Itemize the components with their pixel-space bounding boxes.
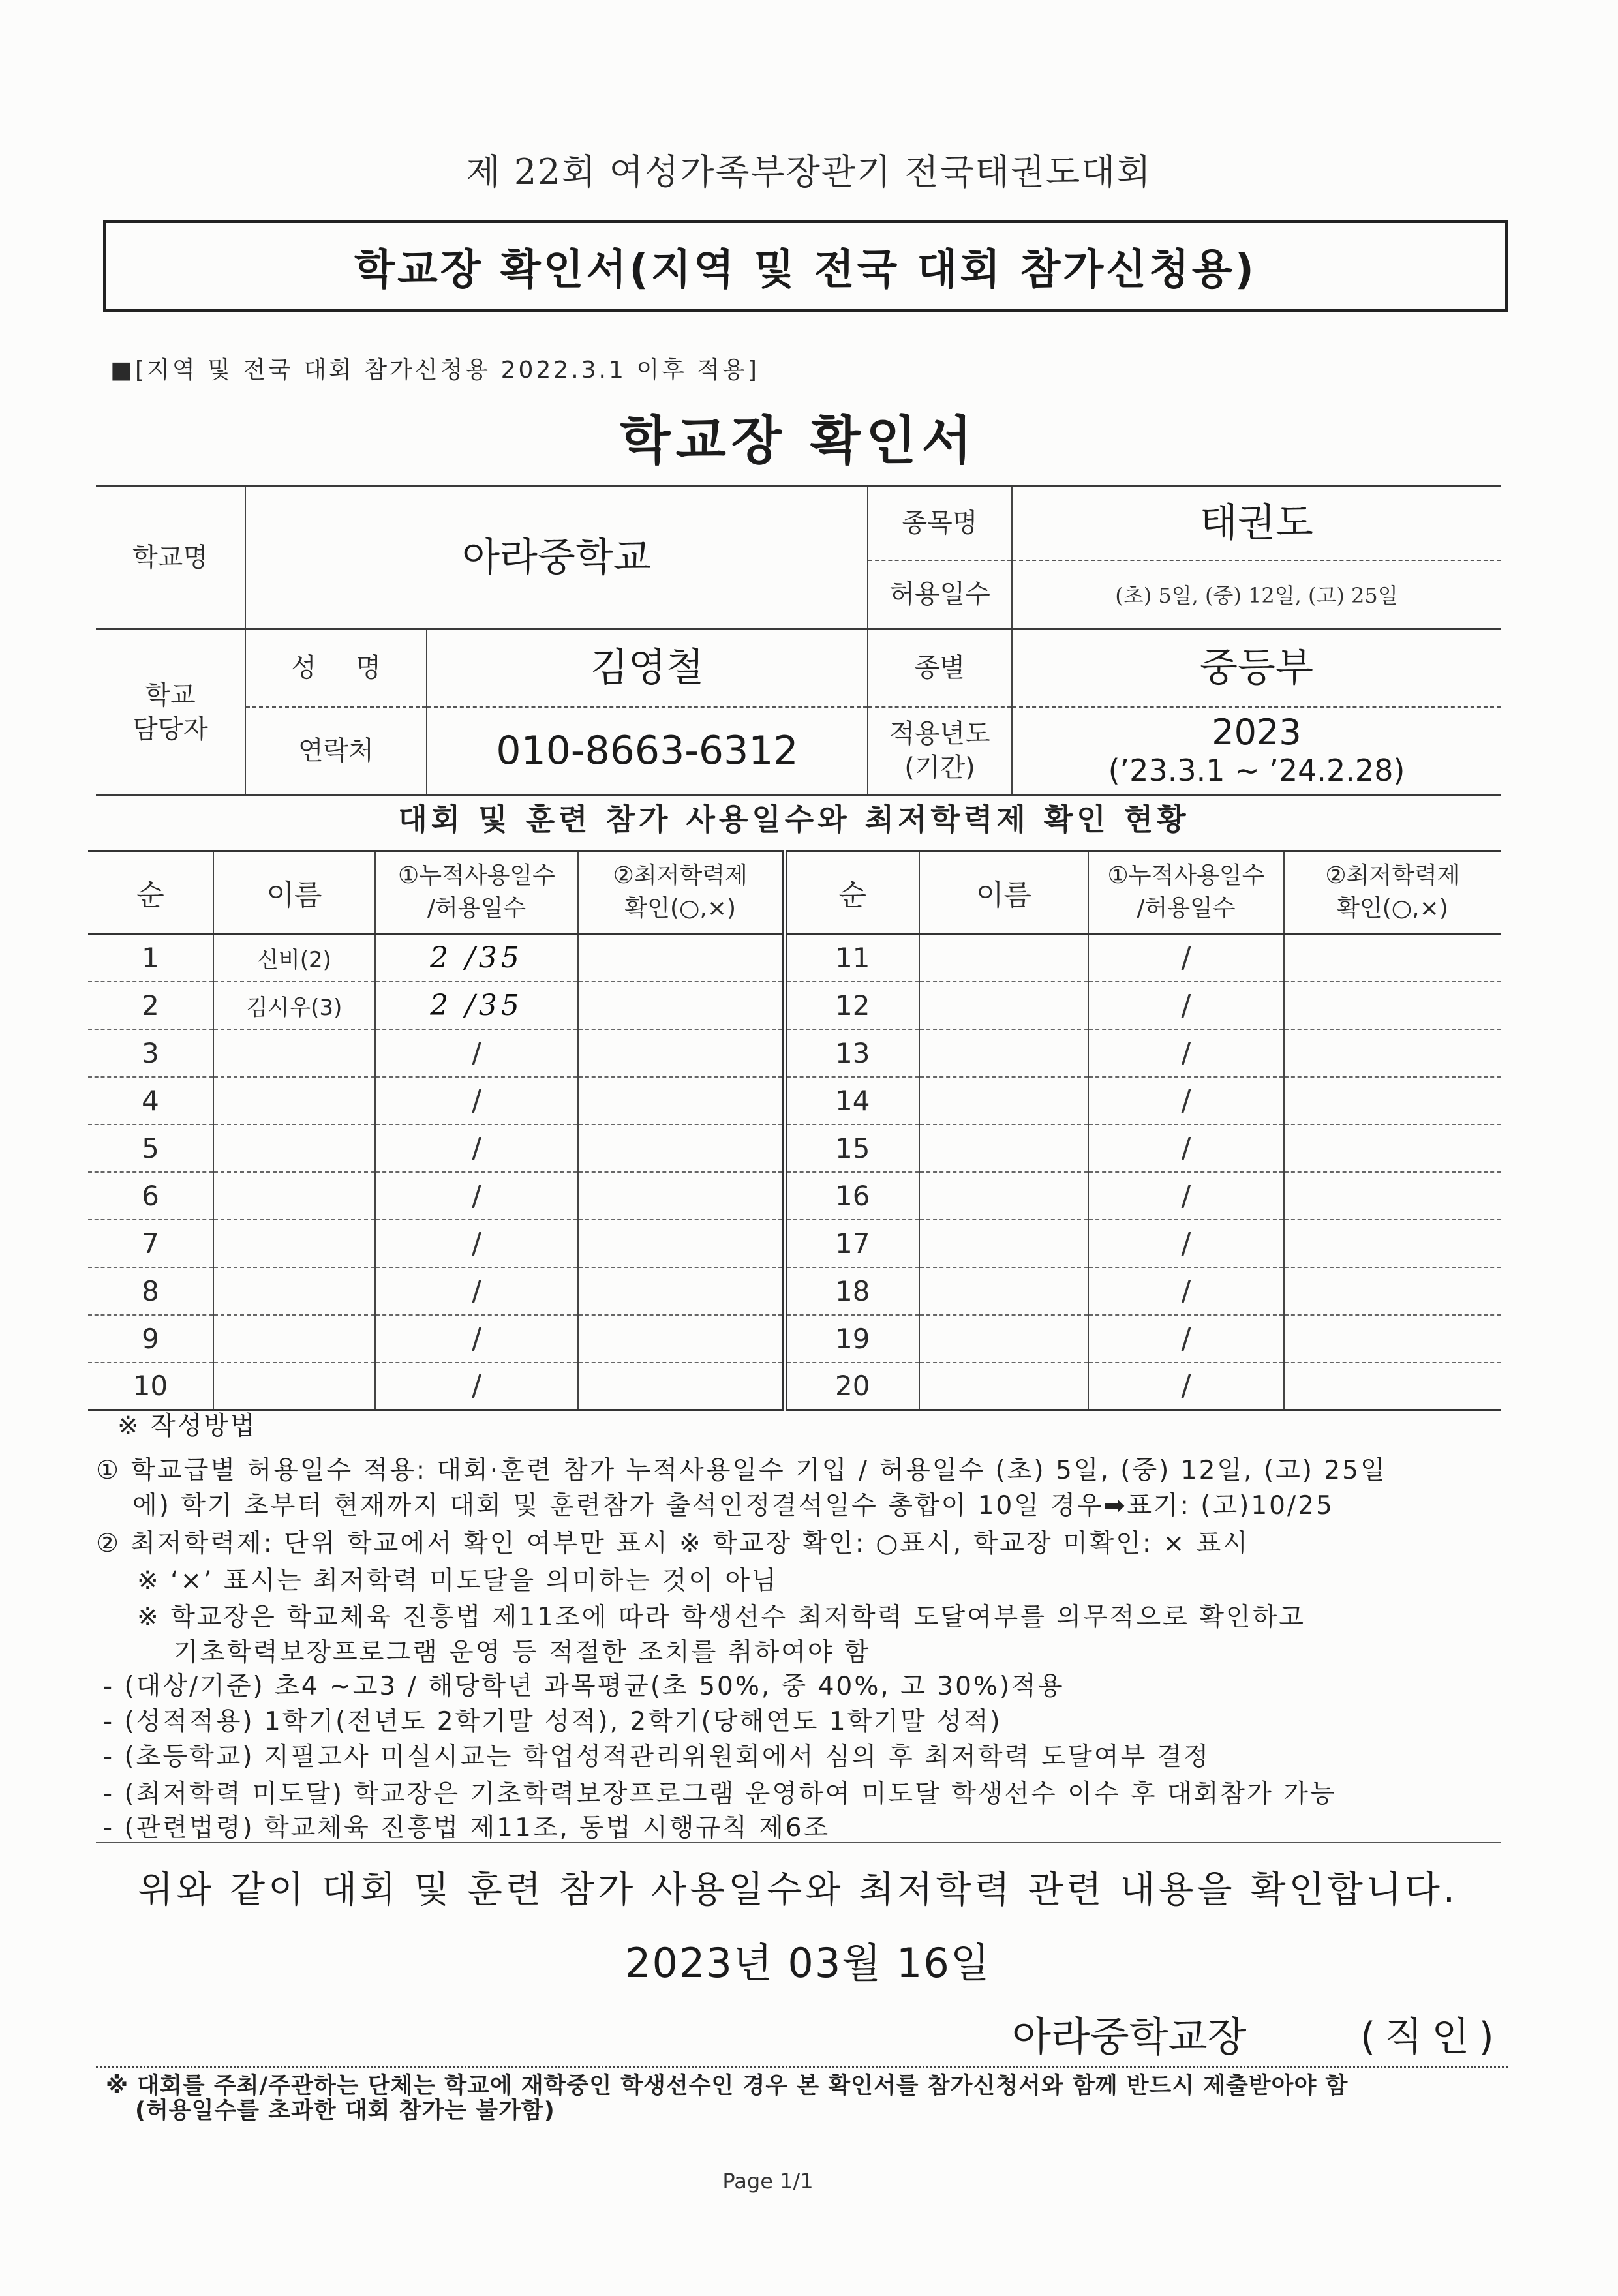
left-athlete-name-cell — [213, 1077, 375, 1125]
right-days-ratio-cell: / — [1088, 1363, 1284, 1410]
allowed-days-label: 허용일수 — [868, 560, 1012, 629]
instruction-line: - (초등학교) 지필고사 미실시교는 학업성적관리위원회에서 심의 후 최저학력 도달여부 결정 — [103, 1742, 1211, 1772]
applicability-notice: ■[지역 및 전국 대회 참가신청용 2022.3.1 이후 적용] — [110, 357, 759, 384]
right-row-number-cell: 17 — [784, 1220, 919, 1267]
period-value — [1012, 707, 1501, 796]
right-days-ratio-cell: / — [1088, 1029, 1284, 1077]
status-table-body — [88, 934, 1501, 1410]
left-row-number-cell: 4 — [88, 1077, 213, 1125]
right-row-number-cell: 14 — [784, 1077, 919, 1125]
left-row-number-cell: 6 — [88, 1172, 213, 1220]
left-days-ratio-cell: 2 /35 — [375, 934, 578, 982]
divider — [96, 1842, 1501, 1843]
instruction-line: ※ ‘×’ 표시는 최저학력 미도달을 의미하는 것이 아님 — [137, 1566, 778, 1595]
division-value: 중등부 — [1012, 629, 1501, 707]
right-days-ratio-cell: / — [1088, 1125, 1284, 1172]
document-title: 학교장 확인서 — [620, 410, 977, 471]
right-row-number-cell: 18 — [784, 1267, 919, 1315]
right-days-ratio-header — [1088, 851, 1284, 934]
instruction-line: - (대상/기준) 초4 ~고3 / 해당학년 과목평균(초 50%, 중 40%, 고 30%)적용 — [103, 1672, 1065, 1701]
right-athlete-name-cell — [919, 934, 1088, 982]
right-no-header: 순 — [784, 851, 919, 934]
right-athlete-name-cell — [919, 1125, 1088, 1172]
right-achievement-check-cell — [1284, 1220, 1501, 1267]
header-row — [88, 851, 1501, 934]
left-athlete-name-cell — [213, 1125, 375, 1172]
right-achievement-check-cell — [1284, 982, 1501, 1029]
right-name-header: 이름 — [919, 851, 1088, 934]
status-row — [88, 1220, 1501, 1267]
right-achievement-check-cell — [1284, 1315, 1501, 1363]
left-achievement-check-cell — [578, 934, 784, 982]
right-achievement-check-cell — [1284, 1267, 1501, 1315]
status-table-header — [88, 851, 1501, 934]
left-row-number-cell: 10 — [88, 1363, 213, 1410]
right-achievement-check-cell — [1284, 1172, 1501, 1220]
instruction-line: ※ 학교장은 학교체육 진흥법 제11조에 따라 학생선수 최저학력 도달여부를 의무적으로 확인하고 — [137, 1603, 1305, 1632]
instruction-line: - (관련법령) 학교체육 진흥법 제11조, 동법 시행규칙 제6조 — [103, 1813, 831, 1843]
division-label: 종별 — [868, 629, 1012, 707]
right-days-ratio-cell: / — [1088, 1172, 1284, 1220]
applicable-period: (’23.3.1 ~ ’24.2.28) — [1108, 753, 1405, 789]
right-athlete-name-cell — [919, 982, 1088, 1029]
right-days-ratio-cell: / — [1088, 934, 1284, 982]
status-row — [88, 1125, 1501, 1172]
instruction-line: ② 최저학력제: 단위 학교에서 확인 여부만 표시 ※ 학교장 확인: ○표시, 학교장 미확인: × 표시 — [96, 1529, 1249, 1558]
school-name-label: 학교명 — [132, 543, 208, 573]
left-days-ratio-cell: / — [375, 1077, 578, 1125]
check-header-line: 확인(○,×) — [1337, 895, 1448, 922]
instruction-line: ① 학교급별 허용일수 적용: 대회·훈련 참가 누적사용일수 기입 / 허용일수 (초) 5일, (중) 12일, (고) 25일 — [96, 1456, 1387, 1485]
right-row-number-cell: 12 — [784, 982, 919, 1029]
left-row-number-cell: 8 — [88, 1267, 213, 1315]
left-days-ratio-cell: 2 /35 — [375, 982, 578, 1029]
left-athlete-name-cell — [213, 1267, 375, 1315]
left-achievement-check-cell — [578, 1315, 784, 1363]
page-number: Page 1/1 — [722, 2169, 814, 2194]
left-achievement-check-header — [578, 851, 784, 934]
period-label-line: 적용년도 — [889, 719, 990, 749]
left-row-number-cell: 1 — [88, 934, 213, 982]
confirmation-statement: 위와 같이 대회 및 훈련 참가 사용일수와 최저학력 관련 내용을 확인합니다. — [138, 1869, 1458, 1911]
right-row-number-cell: 19 — [784, 1315, 919, 1363]
right-row-number-cell: 13 — [784, 1029, 919, 1077]
right-athlete-name-cell — [919, 1363, 1088, 1410]
days-header-line: ①누적사용일수 — [1107, 862, 1265, 890]
left-days-ratio-cell: / — [375, 1363, 578, 1410]
right-row-number-cell: 15 — [784, 1125, 919, 1172]
right-athlete-name-cell — [919, 1029, 1088, 1077]
applicable-year: 2023 — [1212, 712, 1302, 753]
left-row-number-cell: 2 — [88, 982, 213, 1029]
right-athlete-name-cell — [919, 1220, 1088, 1267]
left-days-ratio-cell: / — [375, 1172, 578, 1220]
form-title-box — [103, 220, 1508, 312]
contact-person-label-line: 학교 — [145, 680, 196, 710]
right-athlete-name-cell — [919, 1172, 1088, 1220]
right-days-ratio-cell: / — [1088, 1315, 1284, 1363]
right-achievement-check-cell — [1284, 1125, 1501, 1172]
status-row — [88, 1363, 1501, 1410]
left-name-header: 이름 — [213, 851, 375, 934]
right-athlete-name-cell — [919, 1315, 1088, 1363]
participation-status-table — [88, 850, 1501, 1411]
status-row — [88, 934, 1501, 982]
right-athlete-name-cell — [919, 1267, 1088, 1315]
signer-title: 아라중학교장 — [1012, 2013, 1247, 2061]
left-achievement-check-cell — [578, 982, 784, 1029]
right-achievement-check-header — [1284, 851, 1501, 934]
left-achievement-check-cell — [578, 1220, 784, 1267]
left-days-ratio-cell: / — [375, 1220, 578, 1267]
left-athlete-name-cell: 김시우(3) — [213, 982, 375, 1029]
left-achievement-check-cell — [578, 1125, 784, 1172]
left-athlete-name-cell — [213, 1172, 375, 1220]
right-row-number-cell: 20 — [784, 1363, 919, 1410]
contact-person-label — [96, 629, 245, 796]
left-row-number-cell: 3 — [88, 1029, 213, 1077]
person-name-label: 성 명 — [245, 629, 427, 707]
instruction-line: 기초학력보장프로그램 운영 등 적절한 조치를 취하여야 함 — [174, 1638, 871, 1667]
left-days-ratio-cell: / — [375, 1267, 578, 1315]
person-name-value: 김영철 — [427, 629, 868, 707]
right-athlete-name-cell — [919, 1077, 1088, 1125]
instructions-title: ※ 작성방법 — [117, 1412, 257, 1441]
left-athlete-name-cell — [213, 1315, 375, 1363]
check-header-line: 확인(○,×) — [624, 895, 737, 922]
left-no-header: 순 — [88, 851, 213, 934]
footnote-line: (허용일수를 초과한 대회 참가는 불가함) — [135, 2098, 555, 2124]
instruction-line: 에) 학기 초부터 현재까지 대회 및 훈련참가 출석인정결석일수 총합이 10일 경우➡표기: (고)10/25 — [132, 1491, 1334, 1520]
days-header-line: /허용일수 — [1137, 895, 1236, 922]
instruction-line: - (최저학력 미도달) 학교장은 기초학력보장프로그램 운영하여 미도달 학생선수 이수 후 대회참가 가능 — [103, 1779, 1337, 1809]
days-header-line: /허용일수 — [427, 895, 527, 922]
left-athlete-name-cell — [213, 1363, 375, 1410]
sport-label: 종목명 — [868, 487, 1012, 560]
check-header-line: ②최저학력제 — [613, 862, 748, 890]
check-header-line: ②최저학력제 — [1325, 862, 1460, 890]
sport-value: 태권도 — [1012, 487, 1501, 560]
footnote-line: ※ 대회를 주최/주관하는 단체는 학교에 재학중인 학생선수인 경우 본 확인서를 참가신청서와 함께 반드시 제출받아야 함 — [106, 2073, 1349, 2099]
right-achievement-check-cell — [1284, 1363, 1501, 1410]
left-achievement-check-cell — [578, 1267, 784, 1315]
left-athlete-name-cell — [213, 1029, 375, 1077]
event-title: 제 22회 여성가족부장관기 전국태권도대회 — [466, 151, 1152, 192]
left-days-ratio-cell: / — [375, 1029, 578, 1077]
right-achievement-check-cell — [1284, 1029, 1501, 1077]
left-row-number-cell: 5 — [88, 1125, 213, 1172]
right-days-ratio-cell: / — [1088, 1267, 1284, 1315]
left-days-ratio-cell: / — [375, 1125, 578, 1172]
right-days-ratio-cell: / — [1088, 1077, 1284, 1125]
instruction-line: - (성적적용) 1학기(전년도 2학기말 성적), 2학기(당해연도 1학기말 성적) — [103, 1707, 1002, 1736]
school-info-table — [96, 485, 1501, 796]
info-row — [96, 629, 1501, 707]
left-achievement-check-cell — [578, 1363, 784, 1410]
right-days-ratio-cell: / — [1088, 982, 1284, 1029]
left-row-number-cell: 7 — [88, 1220, 213, 1267]
phone-label: 연락처 — [245, 707, 427, 796]
left-achievement-check-cell — [578, 1029, 784, 1077]
status-section-title: 대회 및 훈련 참가 사용일수와 최저학력제 확인 현황 — [398, 802, 1190, 837]
left-days-ratio-header — [375, 851, 578, 934]
issue-date: 2023년 03월 16일 — [625, 1939, 991, 1987]
right-row-number-cell: 16 — [784, 1172, 919, 1220]
school-name-value: 아라중학교 — [245, 487, 868, 629]
left-days-ratio-cell: / — [375, 1315, 578, 1363]
contact-person-label-line: 담당자 — [132, 714, 208, 744]
right-days-ratio-cell: / — [1088, 1220, 1284, 1267]
right-row-number-cell: 11 — [784, 934, 919, 982]
status-row — [88, 1172, 1501, 1220]
left-row-number-cell: 9 — [88, 1315, 213, 1363]
period-label — [868, 707, 1012, 796]
left-athlete-name-cell: 신비(2) — [213, 934, 375, 982]
left-achievement-check-cell — [578, 1172, 784, 1220]
allowed-days-value: (초) 5일, (중) 12일, (고) 25일 — [1012, 560, 1501, 629]
right-achievement-check-cell — [1284, 934, 1501, 982]
info-row — [96, 707, 1501, 796]
phone-value: 010-8663-6312 — [427, 707, 868, 796]
status-row — [88, 1029, 1501, 1077]
left-achievement-check-cell — [578, 1077, 784, 1125]
status-row — [88, 1315, 1501, 1363]
form-title: 학교장 확인서(지역 및 전국 대회 참가신청용) — [354, 246, 1257, 294]
period-label-line: (기간) — [904, 753, 975, 783]
info-row — [96, 487, 1501, 560]
dotted-divider — [96, 2066, 1508, 2068]
days-header-line: ①누적사용일수 — [398, 862, 555, 890]
status-row — [88, 1267, 1501, 1315]
left-athlete-name-cell — [213, 1220, 375, 1267]
status-row — [88, 982, 1501, 1029]
official-seal-label: (직인) — [1360, 2014, 1503, 2060]
right-achievement-check-cell — [1284, 1077, 1501, 1125]
status-row — [88, 1077, 1501, 1125]
